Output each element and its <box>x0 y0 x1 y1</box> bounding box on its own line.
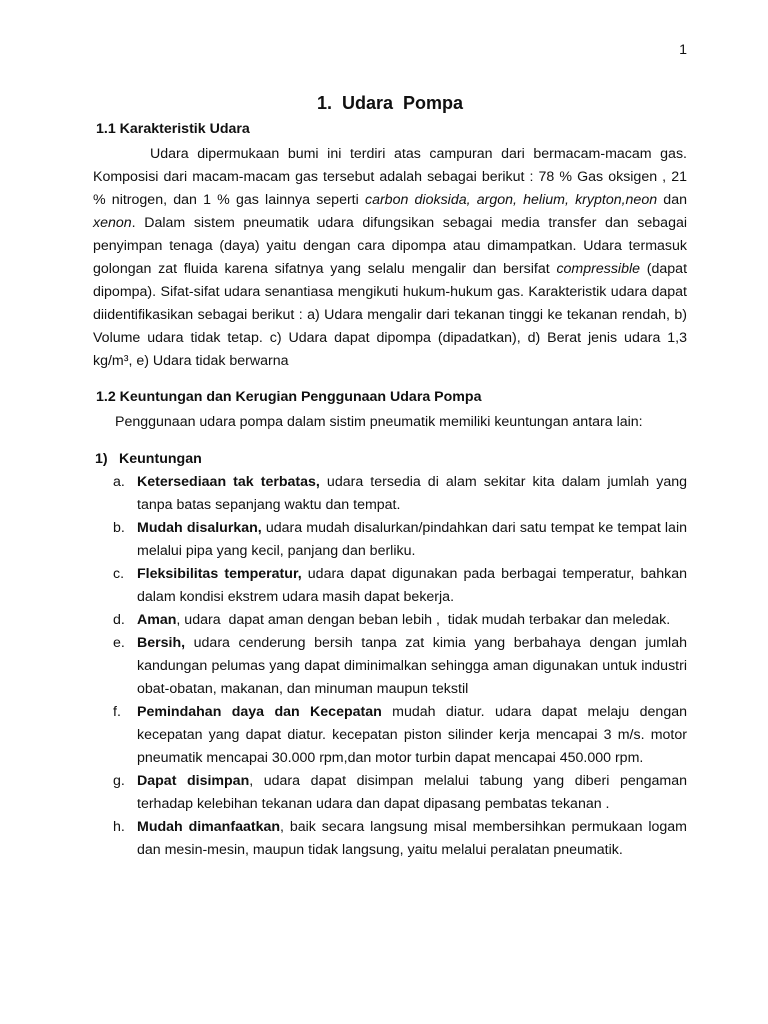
list-item <box>113 609 687 632</box>
text-run: pneumatik mencapai 30.000 rpm,dan motor turbin dapat mencapai 450.000 rpm. <box>137 750 644 766</box>
text-run: penyimpan tenaga (daya) yaitu dengan cara dipompa atau dimampatkan. Udara termasuk <box>93 238 687 254</box>
list-item-line <box>137 632 687 655</box>
list-item <box>113 816 687 862</box>
list-item-marker: f. <box>113 704 121 720</box>
text-run: . Dalam sistem pneumatik udara difungsikan sebagai media transfer dan sebagai <box>131 215 687 231</box>
text-run: diidentifikasikan sebagai berikut : a) Udara mengalir dari tekanan tinggi ke tekanan rendah, b) <box>93 307 687 323</box>
text-run: Volume udara tidak tetap. c) Udara dapat dipompa (dipadatkan), d) Berat jenis udara 1,3 <box>93 330 687 346</box>
list-item-marker: d. <box>113 612 125 628</box>
text-run: , udara dapat aman dengan beban lebih , tidak mudah terbakar dan meledak. <box>176 612 671 628</box>
text-run: terhadap kelebihan tekanan udara dan dapat dipasang pembatas tekanan . <box>137 796 610 812</box>
bold-term: Pemindahan daya dan Kecepatan <box>137 704 382 720</box>
text-run: kandungan pelumas yang dapat diminimalkan sehingga aman digunakan untuk industri <box>137 658 687 674</box>
italic-term: compressible <box>556 261 641 277</box>
list-item-marker: e. <box>113 635 125 651</box>
paragraph-line <box>93 258 687 281</box>
paragraph-line <box>93 189 687 212</box>
list-item-line <box>137 471 687 494</box>
list-item-line <box>137 540 687 563</box>
list-item-marker: h. <box>113 819 125 835</box>
list-item-line <box>137 770 687 793</box>
list-item-line <box>137 839 687 862</box>
text-run: , baik secara langsung misal membersihkan permukaan logam <box>280 819 687 835</box>
text-run: tanpa batas sepanjang waktu dan tempat. <box>137 497 401 513</box>
italic-term: carbon dioksida, argon, helium, krypton,neon <box>364 192 658 208</box>
list-item-line <box>137 494 687 517</box>
text-run: dan mesin-mesin, maupun tidak langsung, yaitu melalui peralatan pneumatik. <box>137 842 623 858</box>
text-run: golongan zat fluida karena sifatnya yang selalu mengalir dan bersifat <box>93 261 557 277</box>
list-item-line <box>137 747 687 770</box>
list-item <box>113 563 687 609</box>
list-heading-label: Keuntungan <box>119 451 202 467</box>
paragraph-line <box>93 166 687 189</box>
advantages-list <box>113 471 687 862</box>
page-title: 1. Udara Pompa <box>316 93 464 113</box>
list-item-line <box>137 793 687 816</box>
paragraph-line <box>93 327 687 350</box>
list-item-line <box>137 816 687 839</box>
bold-term: Mudah dimanfaatkan <box>137 819 281 835</box>
list-item <box>113 770 687 816</box>
text-run: dalam kondisi ekstrem udara masih dapat bekerja. <box>137 589 455 605</box>
list-item-marker: c. <box>113 566 125 582</box>
list-item-line <box>137 701 687 724</box>
bold-term: Aman <box>137 612 177 628</box>
text-run: dan <box>657 192 687 208</box>
list-item-line <box>137 655 687 678</box>
text-run: melalui pipa yang kecil, panjang dan berliku. <box>137 543 416 559</box>
bold-term: Fleksibilitas temperatur, <box>137 566 302 582</box>
list-item-marker: g. <box>113 773 125 789</box>
list-item <box>113 471 687 517</box>
list-heading-marker: 1) <box>95 451 108 467</box>
text-run: udara cenderung bersih tanpa zat kimia yang berbahaya dengan jumlah <box>185 635 687 651</box>
text-run: dipompa). Sifat-sifat udara senantiasa mengikuti hukum-hukum gas. Karakteristik udara dapat <box>93 284 687 300</box>
section-heading-keuntungan-kerugian: 1.2 Keuntungan dan Kerugian Penggunaan Udara Pompa <box>96 389 482 405</box>
text-run: obat-obatan, makanan, dan minuman maupun tekstil <box>137 681 469 697</box>
paragraph-karakteristik-udara <box>93 143 687 373</box>
paragraph-line <box>93 350 687 373</box>
bold-term: Bersih, <box>137 635 186 651</box>
section-heading-karakteristik-udara: 1.1 Karakteristik Udara <box>96 121 250 137</box>
list-item-line <box>137 724 687 747</box>
text-run: kecepatan yang dapat diatur. kecepatan piston silinder kerja mencapai 3 m/s. motor <box>137 727 687 743</box>
paragraph-line <box>93 304 687 327</box>
text-run: (dapat <box>640 261 688 277</box>
text-run: Udara dipermukaan bumi ini terdiri atas campuran dari bermacam-macam gas. <box>150 146 687 162</box>
text-run: udara dapat digunakan pada berbagai temperatur, bahkan <box>301 566 687 582</box>
list-item <box>113 517 687 563</box>
paragraph-line <box>93 281 687 304</box>
text-run: udara mudah disalurkan/pindahkan dari satu tempat ke tempat lain <box>261 520 687 536</box>
text-run: udara tersedia di alam sekitar kita dalam jumlah yang <box>319 474 688 490</box>
list-item <box>113 632 687 701</box>
bold-term: Mudah disalurkan, <box>137 520 262 536</box>
bold-term: Dapat disimpan <box>137 773 250 789</box>
text-run: Komposisi dari macam-macam gas tersebut adalah sebagai berikut : 78 % Gas oksigen , 21 <box>93 169 687 185</box>
list-item-line <box>137 563 687 586</box>
text-run: % nitrogen, dan 1 % gas lainnya seperti <box>93 192 365 208</box>
section-intro-text: Penggunaan udara pompa dalam sistim pneumatik memiliki keuntungan antara lain: <box>115 414 643 430</box>
page-number: 1 <box>679 42 687 58</box>
paragraph-line <box>93 235 687 258</box>
list-item-line <box>137 609 687 632</box>
list-item-line <box>137 586 687 609</box>
paragraph-line <box>93 143 687 166</box>
italic-term: xenon <box>93 215 132 231</box>
bold-term: Ketersediaan tak terbatas, <box>137 474 320 490</box>
text-run: , udara dapat disimpan melalui tabung yang diberi pengaman <box>249 773 687 789</box>
list-item-line <box>137 678 687 701</box>
text-run: kg/m³, e) Udara tidak berwarna <box>93 353 289 369</box>
list-item-line <box>137 517 687 540</box>
paragraph-line <box>93 212 687 235</box>
list-item <box>113 701 687 770</box>
list-item-marker: a. <box>113 474 125 490</box>
text-run: mudah diatur. udara dapat melaju dengan <box>381 704 687 720</box>
list-item-marker: b. <box>113 520 125 536</box>
